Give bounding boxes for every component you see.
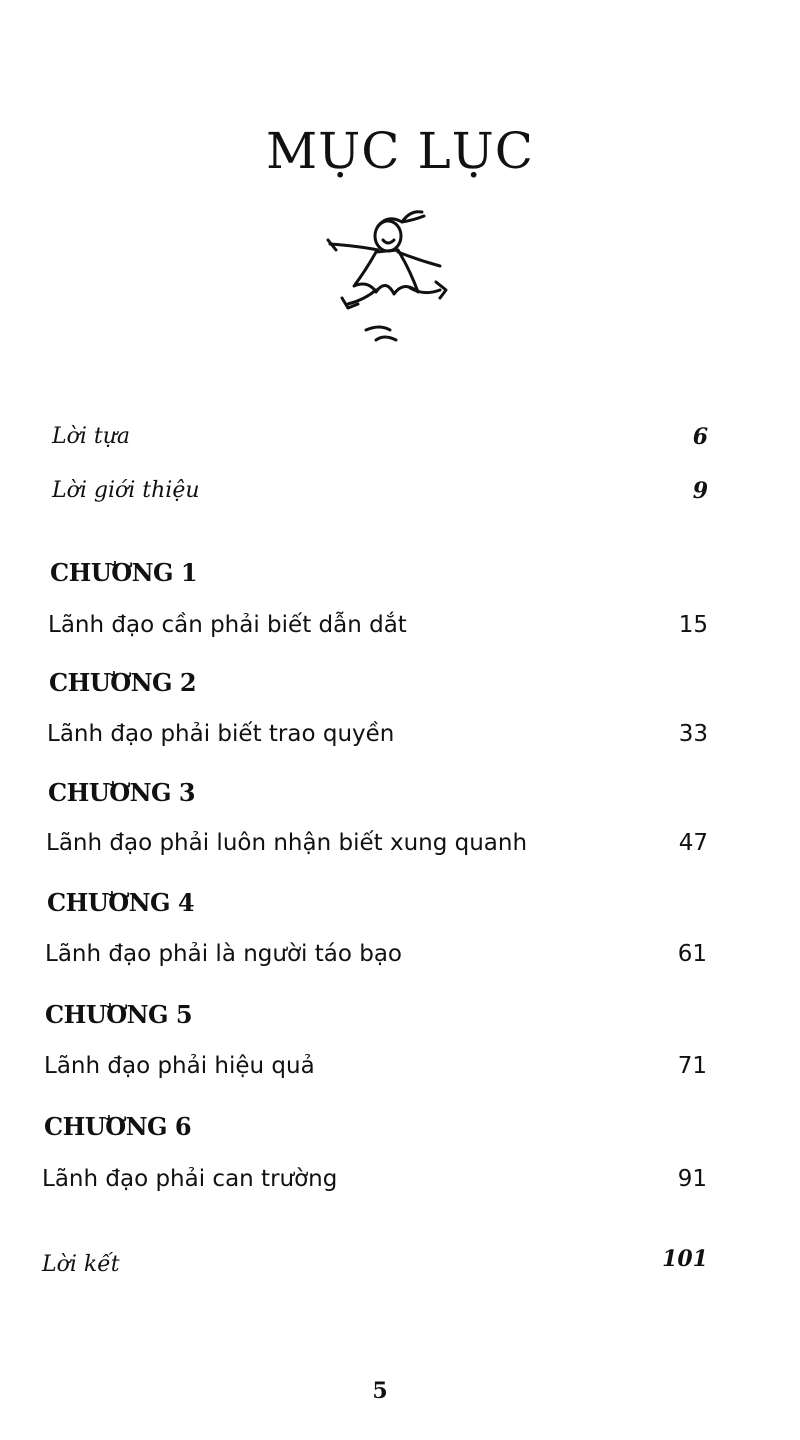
toc-label: Lời giới thiệu	[52, 478, 200, 503]
page-number: 5	[372, 1378, 388, 1404]
toc-label: Lãnh đạo phải luôn nhận biết xung quanh	[46, 830, 528, 856]
toc-label: Lãnh đạo cần phải biết dẫn dắt	[48, 612, 407, 638]
toc-page-number: 91	[677, 1166, 707, 1192]
toc-entry-introduction[interactable]	[0, 478, 800, 518]
toc-page-number: 101	[662, 1246, 708, 1272]
toc-entry-epilogue[interactable]	[0, 1246, 800, 1286]
toc-label: Lãnh đạo phải là người táo bạo	[45, 941, 403, 967]
toc-entry-chapter-3[interactable]	[0, 830, 800, 870]
chapter-heading-5	[0, 1000, 800, 1040]
toc-entry-chapter-4[interactable]	[0, 941, 800, 981]
chapter-heading-4	[0, 888, 800, 928]
chapter-heading: CHƯƠNG 6	[44, 1112, 192, 1141]
toc-label: Lời tựa	[52, 424, 131, 449]
toc-entry-preface[interactable]	[0, 424, 800, 464]
toc-entry-chapter-2[interactable]	[0, 721, 800, 761]
toc-label: Lãnh đạo phải hiệu quả	[44, 1053, 315, 1079]
toc-page-number: 9	[692, 478, 708, 504]
chapter-heading: CHƯƠNG 3	[48, 778, 196, 807]
chapter-heading: CHƯƠNG 5	[45, 1000, 193, 1029]
chapter-heading-1	[0, 558, 800, 598]
toc-entry-chapter-5[interactable]	[0, 1053, 800, 1093]
running-figure-sketch-icon	[318, 200, 458, 350]
toc-label: Lãnh đạo phải biết trao quyền	[47, 721, 395, 747]
toc-entry-chapter-1[interactable]	[0, 612, 800, 652]
toc-page-number: 15	[678, 612, 708, 638]
chapter-heading-2	[0, 668, 800, 708]
chapter-heading-3	[0, 778, 800, 818]
chapter-heading: CHƯƠNG 2	[49, 668, 197, 697]
toc-page-number: 61	[677, 941, 707, 967]
toc-page-number: 47	[678, 830, 708, 856]
page-title: MỤC LỤC	[265, 122, 535, 180]
toc-page-number: 71	[677, 1053, 707, 1079]
toc-label: Lời kết	[42, 1252, 120, 1277]
toc-label: Lãnh đạo phải can trường	[42, 1166, 338, 1192]
chapter-heading: CHƯƠNG 1	[50, 558, 198, 587]
toc-entry-chapter-6[interactable]	[0, 1166, 800, 1206]
toc-page-number: 33	[678, 721, 708, 747]
toc-page-number: 6	[692, 424, 708, 450]
chapter-heading: CHƯƠNG 4	[47, 888, 195, 917]
chapter-heading-6	[0, 1112, 800, 1152]
